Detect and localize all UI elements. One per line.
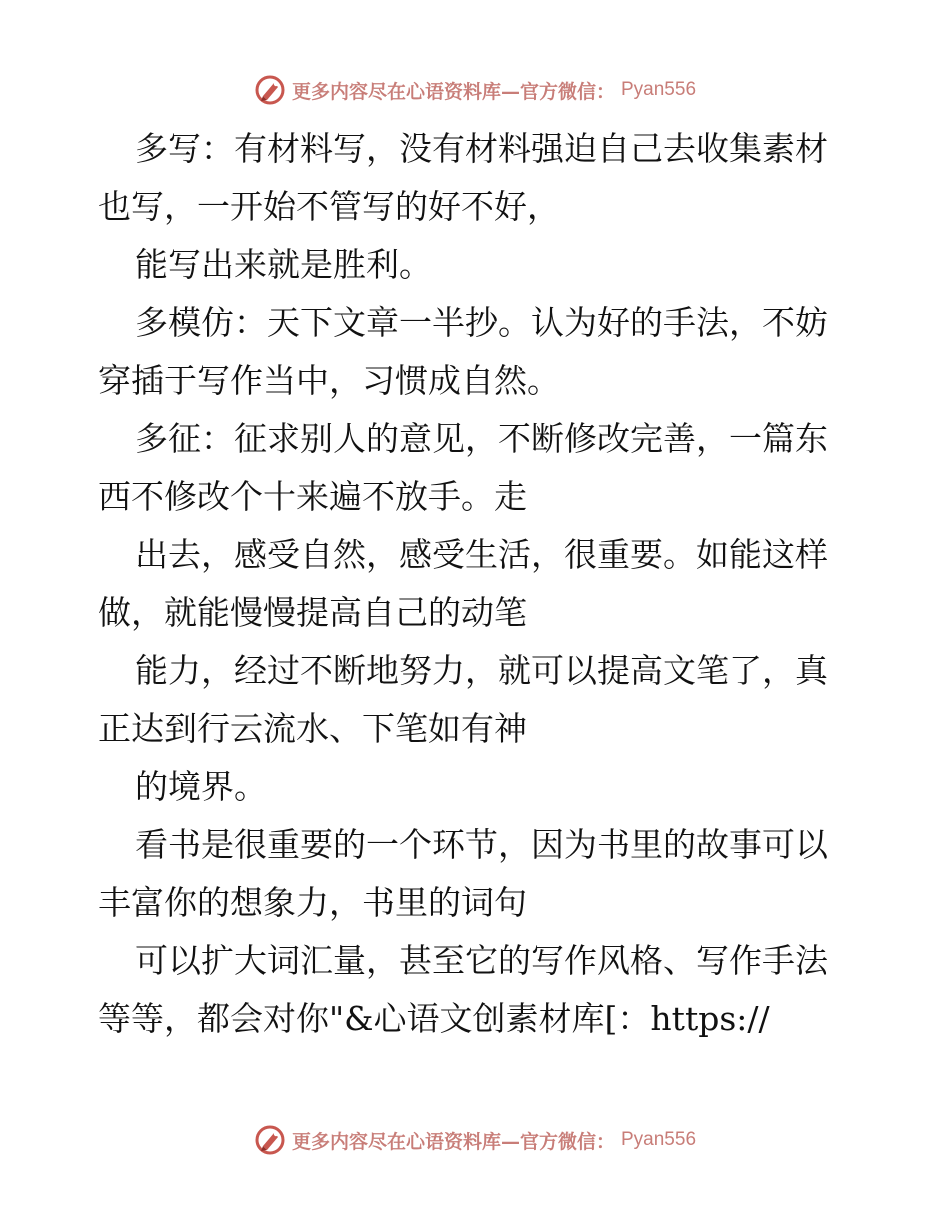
text-line: 多写：有材料写，没有材料强迫自己去收集素材 — [135, 129, 828, 168]
text-line: 可以扩大词汇量，甚至它的写作风格、写作手法 — [135, 941, 828, 980]
text-line: 丰富你的想象力，书里的词句 — [98, 883, 527, 922]
text-line: 的境界。 — [135, 767, 267, 806]
footer-banner-text: 更多内容尽在心语资料库—官方微信： — [291, 1130, 615, 1153]
text-line: 也写，一开始不管写的好不好， — [98, 187, 560, 226]
pen-logo-icon — [254, 1124, 286, 1156]
text-line: 出去，感受自然，感受生活，很重要。如能这样 — [135, 535, 828, 574]
text-line: 做，就能慢慢提高自己的动笔 — [98, 593, 527, 632]
body-text — [98, 120, 858, 1048]
text-line: 多征：征求别人的意见，不断修改完善，一篇东 — [135, 419, 828, 458]
header-wechat-id: Pyan556 — [621, 79, 697, 100]
footer-banner — [0, 1122, 950, 1158]
text-line: 西不修改个十来遍不放手。走 — [98, 477, 527, 516]
pen-logo-icon — [254, 74, 286, 106]
text-line: 能写出来就是胜利。 — [135, 245, 432, 284]
text-line: 等等，都会对你"&心语文创素材库[：https:// — [98, 999, 770, 1038]
text-line: 看书是很重要的一个环节，因为书里的故事可以 — [135, 825, 828, 864]
footer-wechat-id: Pyan556 — [621, 1129, 697, 1150]
text-line: 能力，经过不断地努力，就可以提高文笔了，真 — [135, 651, 828, 690]
header-banner — [0, 72, 950, 108]
text-line: 穿插于写作当中，习惯成自然。 — [98, 361, 560, 400]
header-banner-text: 更多内容尽在心语资料库—官方微信： — [291, 80, 615, 103]
text-line: 多模仿：天下文章一半抄。认为好的手法，不妨 — [135, 303, 828, 342]
text-line: 正达到行云流水、下笔如有神 — [98, 709, 527, 748]
